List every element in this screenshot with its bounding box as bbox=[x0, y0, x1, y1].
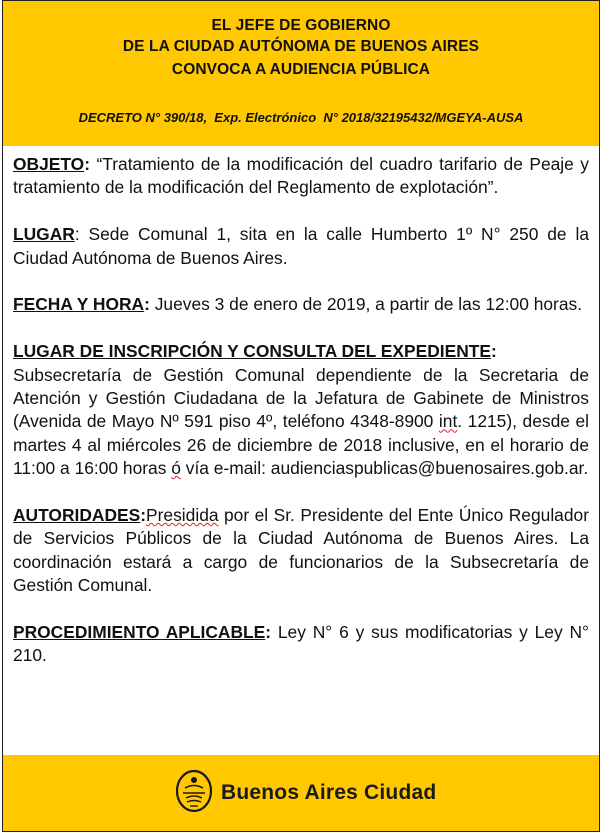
procedimiento-label: PROCEDIMIENTO APLICABLE bbox=[13, 622, 266, 643]
inscripcion-int: int bbox=[438, 411, 458, 432]
colon: : bbox=[144, 294, 150, 315]
lugar-label: LUGAR bbox=[13, 224, 75, 245]
colon: : bbox=[84, 154, 90, 174]
colon: : bbox=[265, 622, 272, 643]
inscripcion-text-c: vía e-mail: audienciaspublicas@buenosaires.gob.ar. bbox=[180, 458, 589, 479]
autoridades-label: AUTORIDADES bbox=[13, 505, 141, 526]
header-line-3: CONVOCA A AUDIENCIA PÚBLICA bbox=[171, 61, 431, 78]
section-fecha bbox=[13, 293, 589, 316]
fecha-text: Jueves 3 de enero de 2019, a partir de las 12:00 horas. bbox=[149, 294, 583, 315]
header-banner bbox=[3, 1, 599, 146]
inscripcion-text-a: Subsecretaría de Gestión Comunal dependiente de la Secretaria de Atención y Gestión Ciudadana de la Jefatura de Gabinete de Ministros (Avenida de Mayo Nº 591 piso 4º, teléfono 4348-8900 bbox=[13, 364, 589, 432]
inscripcion-text-b: . 1215), desde el martes 4 al miércoles 26 de diciembre de 2018 inclusive, en el horario de 11:00 a 16:00 horas bbox=[13, 411, 589, 479]
city-shield-icon bbox=[175, 769, 213, 813]
notice-body bbox=[13, 153, 589, 691]
brand-name: Buenos Aires Ciudad bbox=[221, 781, 437, 804]
inscripcion-label: LUGAR DE INSCRIPCIÓN Y CONSULTA DEL EXPEDIENTE bbox=[13, 341, 491, 362]
section-objeto bbox=[13, 153, 589, 200]
objeto-text: “Tratamiento de la modificación del cuadro tarifario de Peaje y tratamiento de la modificación del Reglamento de explotación”. bbox=[13, 154, 589, 198]
inscripcion-o: ó bbox=[171, 458, 181, 479]
colon: : bbox=[74, 224, 80, 245]
objeto-label: OBJETO bbox=[13, 154, 85, 174]
lugar-text: Sede Comunal 1, sita en la calle Humberto 1º N° 250 de la Ciudad Autónoma de Buenos Aires. bbox=[13, 224, 589, 268]
decree-reference: DECRETO N° 390/18, Exp. Electrónico N° 2018/32195432/MGEYA-AUSA bbox=[78, 110, 524, 125]
autoridades-presidida: Presidida bbox=[146, 505, 219, 526]
notice-document bbox=[2, 0, 600, 832]
header-line-2: DE LA CIUDAD AUTÓNOMA DE BUENOS AIRES bbox=[122, 38, 480, 55]
section-procedimiento bbox=[13, 621, 589, 668]
procedimiento-text: Ley N° 6 y sus modificatorias y Ley N° 210. bbox=[13, 622, 590, 666]
footer-banner bbox=[3, 755, 599, 831]
header-line-1: EL JEFE DE GOBIERNO bbox=[211, 17, 391, 34]
autoridades-text: por el Sr. Presidente del Ente Único Regulador de Servicios Públicos de la Ciudad Autónoma de Buenos Aires. La coordinación estará a cargo de funcionarios de la Subsecretaría de Gestión Comunal. bbox=[13, 505, 589, 596]
section-autoridades bbox=[13, 504, 589, 598]
section-lugar bbox=[13, 223, 589, 270]
fecha-label: FECHA Y HORA bbox=[13, 294, 145, 315]
colon: : bbox=[140, 505, 147, 526]
colon: : bbox=[490, 341, 497, 362]
section-inscripcion bbox=[13, 340, 589, 480]
